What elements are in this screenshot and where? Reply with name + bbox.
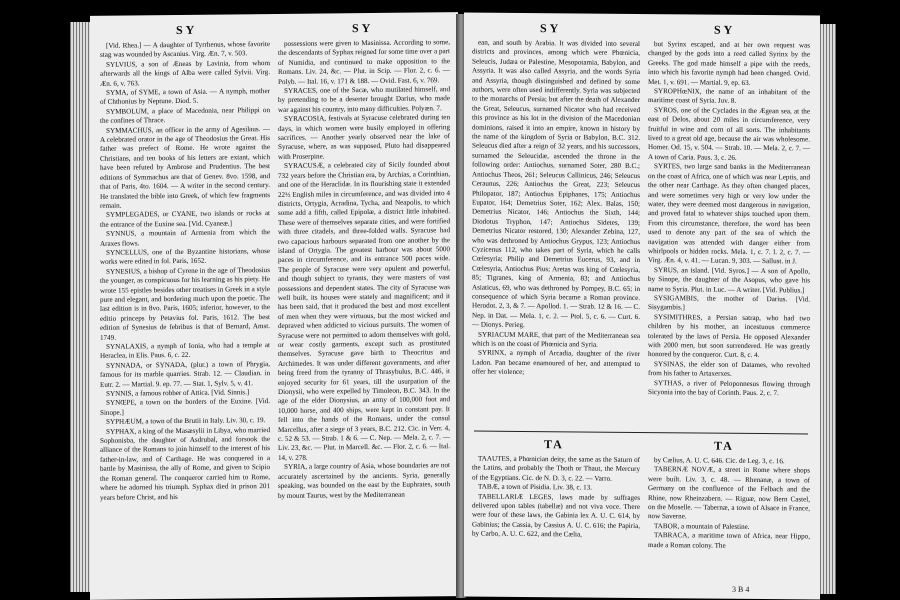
right-page-edges (818, 24, 836, 594)
entry: SYTHAS, a river of Peloponnesus flowing through Sicyonia into the bay of Corinth. Paus. 2, c. 7. (648, 378, 810, 398)
entry: SYSIGAMBIS, the mother of Darius. [Vid. Sisygambis.] (648, 294, 810, 312)
entry: SYNALAXIS, a nymph of Ionia, who had a temple at Heraclea, in Elis. Paus. 6, c. 22. (100, 341, 270, 361)
ta-column-1 (472, 455, 640, 541)
running-head-left-2: SY (352, 20, 374, 36)
entry: SYRACOSIA, festivals at Syracuse celebrated during ten days, in which women were busily employed in offering sacrifices. — Another yearly observed near the lake of Syracuse, where, as was supposed, Pluto had disappeared with Proserpine. (278, 113, 450, 161)
section-head-ta-1: TA (544, 437, 564, 452)
running-head-right-1: SY (540, 21, 562, 36)
entry: SYNŒPE, a town on the borders of the Euxine. [Vid. Sinope.] (100, 397, 270, 417)
entry: but Syrinx escaped, and at her own request was changed by the gods into a reed called Syrinx by the Greeks. The god made himself a pipe with the reeds, into which his favorite nymph had been changed. Ovid. Met. 1, v. 691. — Martial. 9, ep. 63. (648, 40, 810, 87)
entry: [Vid. Rhea.] — A daughter of Tyrrhenus, whose favorite stag was wounded by Ascanius. Virg. Æn. 7, v. 503. (100, 40, 270, 60)
entry: SYRACES, one of the Sacæ, who mutilated himself, and by pretending to be a deserter brought Darius, who made war against his country, into many difficulties. Polyæn. 7. (278, 85, 450, 114)
entry: SYRIA, a large country of Asia, whose boundaries are not accurately ascertained by the ancients. Syria, generally speaking, was bounded on the east by the Euphrates, south by mount Taurus, west by the Mediterranean (278, 461, 450, 500)
entry: possessions were given to Masinissa. According to some, the descendants of Syphax reigned for some time over a part of Numidia, and continued to make opposition to the Romans. Liv. 24, &c. — Plut. in Scip. — Flor. 2, c. 6. — Polyb. — Ital. 16, v. 171 & 188. — Ovid. Fast. 6, v. 769. (278, 38, 450, 86)
left-page (90, 12, 458, 600)
left-column-2 (278, 38, 450, 501)
entry: TABOR, a mountain of Palestine. (654, 521, 750, 531)
entry: SYMBOLUM, a place of Macedonia, near Philippi on the confines of Thrace. (100, 105, 270, 126)
entry: by Cælius, A. U. C. 646. Cic. de Leg. 3, c. 16. (654, 456, 785, 466)
signature-mark: 3 B 4 (732, 584, 750, 594)
entry: SYNESIUS, a bishop of Cyrene in the age of Theodosius the younger, as conspicuous for his learning as his piety. He wrote 155 epistles besides other treatises in Greek in a style pure and elegant, and bordering much upon the poetic. The last edition is in 8vo. Paris, 1605; inferior, however, to the editio princeps by Petavius fol. Paris, 1612. The best edition of Synesius de febribus is that of Bernard, Amst. 1749. (100, 265, 270, 342)
right-page (464, 12, 820, 599)
entry: TABÆ, a town of Pisidia. Liv. 38, c. 13. (478, 482, 593, 492)
running-head-left-1: SY (176, 22, 198, 38)
entry: SYNNADA, or SYNADA, (plur.) a town of Phrygia, famous for its marble quarries. Strab. 12. — Claudian. in Eutr. 2. — Martial. 9. ep. 77. — Stat. 1, Sylv. 5, v. 41. (100, 359, 270, 389)
entry: SYNNUS, a mountain of Armenia from which the Araxes flows. (100, 228, 270, 248)
left-page-edges (70, 22, 92, 592)
entry: SYRTES, two large sand banks in the Mediterranean on the coast of Africa, one of which was near Leptis, and the other near Carthage. As they often changed places, and were sometimes very high or very low under the water, they were deemed most dangerous in navigation, and proved fatal to whatever ships touched upon them. From this circumstance, therefore, the word has been used to denote any part of the sea of which the navigation was attended with danger either from whirlpools or hidden rocks. Mela. 1, c. 7. l. 2, c. 7. — Virg. Æn. 4, v. 41. — Lucan. 9, 303. — Sallust. in J. (648, 162, 810, 266)
open-book (70, 14, 836, 598)
entry: SYPHAX, a king of the Masæsylii in Libya, who married Sophonisba, the daughter of Asdrubal, and forsook the alliance of the Romans to join himself to the interest of his father-in-law, and of Carthage. He was conquered in a battle by Masinissa, the ally of Rome, and given to Scipio the Roman general. The conqueror carried him to Rome, where he adorned his triumph. Syphax died in prison 201 years before Christ, and his (100, 425, 270, 502)
entry: SYROPHœNIX, the name of an inhabitant of the maritime coast of Syria. Juv. 8. (648, 87, 810, 106)
entry: SYNCELLUS, one of the Byzantine historians, whose works were edited in fol. Paris, 1652. (100, 246, 270, 267)
entry: TABELLARIÆ LEGES, laws made by suffrages delivered upon tables (tabellæ) and not viva voce. There were four of these laws, the Gabinia lex A. U. C. 614, by Gabinius; the Cassia, by Cassius A. U. C. 616; the Papiria, by Carbo, A. U. C. 622, and the Cælia, (472, 492, 640, 539)
entry: SYLVIUS, a son of Æneas by Lavinia, from whom afterwards all the kings of Alba were called Sylvii. Virg. Æn. 6, v. 763. (100, 58, 270, 88)
entry: SYMMACHUS, an officer in the army of Agesilaus. — A celebrated orator in the age of Theodosius the Great. His father was prefect of Rome. He wrote against the Christians, and ten books of his letters are extant, which have been refuted by Ambrose and Prudentius. The best editions of Symmachus are that of Genev. 8vo. 1598, and that of Paris, 4to. 1604. — A writer in the second century. He translated the bible into Greek, of which few fragments remain. (100, 124, 270, 210)
entry: SYSIMITHRES, a Persian satrap, who had two children by his mother, an incestuous commerce tolerated by the laws of Persia. He opposed Alexander with 2000 men, but soon surrendered. He was greatly honored by the conqueror. Curt. 8, c. 4. (648, 312, 810, 360)
entry: SYRUS, an island. [Vid. Syros.] — A son of Apollo, by Sinope, the daughter of the Asopus, who gave his name to Syria. Plut. in Luc. — A writer. [Vid. Publius.] (648, 265, 810, 294)
entry: SYRINX, a nymph of Arcadia, daughter of the river Ladon. Pan became enamoured of her, and attempted to offer her violence; (472, 348, 640, 377)
left-column-1 (100, 40, 270, 503)
entry: TABRACA, a maritime town of Africa, near Hippo, made a Roman colony. The (648, 531, 810, 550)
entry: SYSINAS, the elder son of Datames, who revolted from his father to Artaxerxes. (648, 359, 810, 379)
right-column-2 (648, 40, 810, 441)
running-head-right-2: SY (714, 22, 736, 37)
entry: ean, and south by Arabia. It was divided into several districts and provinces, among which were Phœnicia, Seleucis, Judæa or Palestine, Mesopotamia, Babylon, and Assyria. It was also called Assyria, and the words Syria and Assyria, though distinguished and defined by some authors, were often used indifferently. Syria was subjected to the monarchs of Persia; but after the death of Alexander the Great, Seleucus, surnamed Nicator who had received this province as his lot in the division of the Macedonian dominions, raised it into an empire, known in history by the name of the kingdom of Syria or Babylon, B.C. 312. Seleucus died after a reign of 32 years, and his successors, surnamed the Seleucidæ, ascended the throne in the following order: Antiochus, surnamed Soter, 280 B.C.; Antiochus Theos, 261; Seleucus Callinicus, 246; Seleucus Ceraunus, 226; Antiochus the Great, 223; Seleucus Philopator, 187; Antiochus Epiphanes, 175; Antiochus Eupator, 164; Demetrius Soter, 162; Alex. Balas, 150; Demetrius Nicator, 146; Antiochus the Sixth, 144; Diodotus Tryphon, 147; Antiochus Sidetes, 139; Demetrius Nicator restored, 130; Alexander Zebina, 127, who was dethroned by Antiochus Grypus, 123; Antiochus Cyzicenus 112, who takes part of Syria, which he calls Cœlesyria; Philip and Demetrius Eucerus, 93, and in Cœlesyria, Antiochus Pius; Aretas was king of Cœlesyria, 85; Tigranes, king of Armenia, 83; and Antiochus Asiaticus, 69, who was dethroned by Pompey, B.C. 65; in consequence of which Syria became a Roman province. Herodot. 2, 3, & 7. — Apollod. 1. — Strab. 12 & 16. — C. Nep. in Dat. — Mela. 1, c. 2. — Ptol. 5, c. 6. — Curt. 6. — Dionys. Perieg. (472, 38, 640, 330)
entry: SYRACUSÆ, a celebrated city of Sicily founded about 732 years before the Christian era, by Archias, a Corinthian, and one of the Heraclidæ. In its flourishing state it extended 22½ English miles in circumference, and was divided into 4 districts, Ortygia, Acradina, Tycha, and Neapolis, to which some add a fifth, called Epipolæ, a district little inhabited. These were of themselves separate cities, and were fortified with three citadels, and three-folded walls. Syracuse had two capacious harbours separated from one another by the island of Ortygia. The greatest harbour was about 5000 paces in circumference, and its entrance 500 paces wide. The people of Syracuse were very opulent and powerful, and though subject to tyrants, they were masters of vast possessions and dependent states. The city of Syracuse was well built, its houses were stately and magnificent; and it has been said, that it produced the best and most excellent of men when they were virtuous, but the most wicked and depraved when addicted to vicious pursuits. The women of Syracuse were not permitted to adorn themselves with gold, or wear costly garments, except such as prostituted themselves. Syracuse gave birth to Theocritus and Archimedes. It was under different governments, and after being freed from the tyranny of Thrasybulus, B.C. 446, it enjoyed security for 61 years, till the usurpation of the Dionysii, who were expelled by Timoleon, B.C. 343. In the age of the elder Dionysius, an army of 100,000 foot and 10,000 horse, and 400 ships, were kept in constant pay. It fell into the hands of the Romans, under the consul Marcellus, after a siege of 3 years, B.C. 212. Cic. in Verr. 4, c. 52 & 53. — Strab. 1 & 6. — C. Nep. — Mela. 2, c. 7. — Liv. 23, &c. — Plut. in Marcell. &c. — Flor. 2, c. 6. — Ital. 14, v. 278. (278, 160, 450, 462)
entry: SYROS, one of the Cyclades in the Ægean sea, at the east of Delos, about 20 miles in circumference, very fruitful in wine and corn of all sorts. The inhabitants lived to a great old age, because the air was wholesome. Homer. Od. 15, v. 504. — Strab. 10. — Mela. 2, c. 7. — A town of Caria. Paus. 3, c. 26. (648, 105, 810, 162)
ta-column-2 (648, 456, 810, 551)
entry: SYPHÆUM, a town of the Brutii in Italy. Liv. 30, c. 19. (106, 416, 266, 427)
section-head-ta-2: TA (714, 438, 734, 453)
entry: SYNNIS, a famous robber of Attica. [Vid. Sinnis.] (106, 388, 250, 398)
right-column-1 (472, 39, 640, 440)
entry: SYRIACUM MARE, that part of the Mediterranean sea which is on the coast of Phœnicia and Syria. (472, 330, 640, 349)
entry: SYMA, of SYME, a town of Asia. — A nymph, mother of Chthonius by Neptune. Diod. 5. (100, 87, 270, 107)
entry: SYMPLEGADES, or CYANE, two islands or rocks at the entrance of the Euxine sea. [Vid. Cyaneæ.] (100, 209, 270, 229)
entry: TABERNÆ NOVÆ, a street in Rome where shops were built. Liv. 3, c. 48. — Rhenanæ, a town of Germany on the confluence of the Felbach and the Rhine, now Rheinzabern. — Riguæ, now Bern Castel, on the Moselle. — Tabernæ, a town of Alsace in France, now Saverne. (648, 465, 810, 521)
entry: TAAUTES, a Phœnician deity, the same as the Saturn of the Latins, and probably the Thoth or Thaut, the Mercury of the Egyptians. Cic. de N. D. 3, c. 22. — Varro. (472, 454, 640, 483)
